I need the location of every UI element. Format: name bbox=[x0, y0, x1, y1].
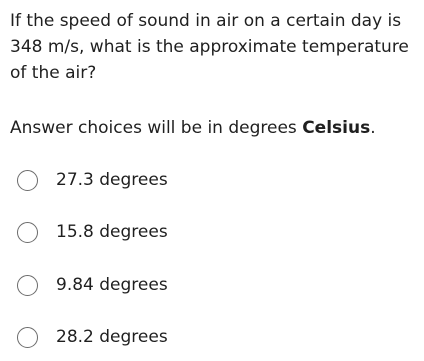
instructions-suffix: . bbox=[370, 118, 376, 138]
answer-choice-1[interactable] bbox=[17, 166, 168, 194]
answer-choice-label: 28.2 degrees bbox=[56, 327, 168, 347]
answer-choice-label: 15.8 degrees bbox=[56, 222, 168, 242]
radio-button[interactable] bbox=[17, 275, 38, 296]
answer-choice-2[interactable] bbox=[17, 218, 168, 246]
radio-button[interactable] bbox=[17, 222, 38, 243]
radio-button[interactable] bbox=[17, 327, 38, 348]
answer-instructions bbox=[10, 115, 376, 141]
answer-choice-3[interactable] bbox=[17, 271, 168, 299]
instructions-unit-emphasis: Celsius bbox=[302, 118, 371, 138]
answer-choice-label: 9.84 degrees bbox=[56, 275, 168, 295]
instructions-prefix: Answer choices will be in degrees bbox=[10, 118, 303, 138]
answer-choice-4[interactable] bbox=[17, 323, 168, 351]
radio-button[interactable] bbox=[17, 170, 38, 191]
answer-choice-label: 27.3 degrees bbox=[56, 170, 168, 190]
question-text: If the speed of sound in air on a certain day is 348 m/s, what is the approximate temperature of the air? bbox=[10, 11, 409, 83]
